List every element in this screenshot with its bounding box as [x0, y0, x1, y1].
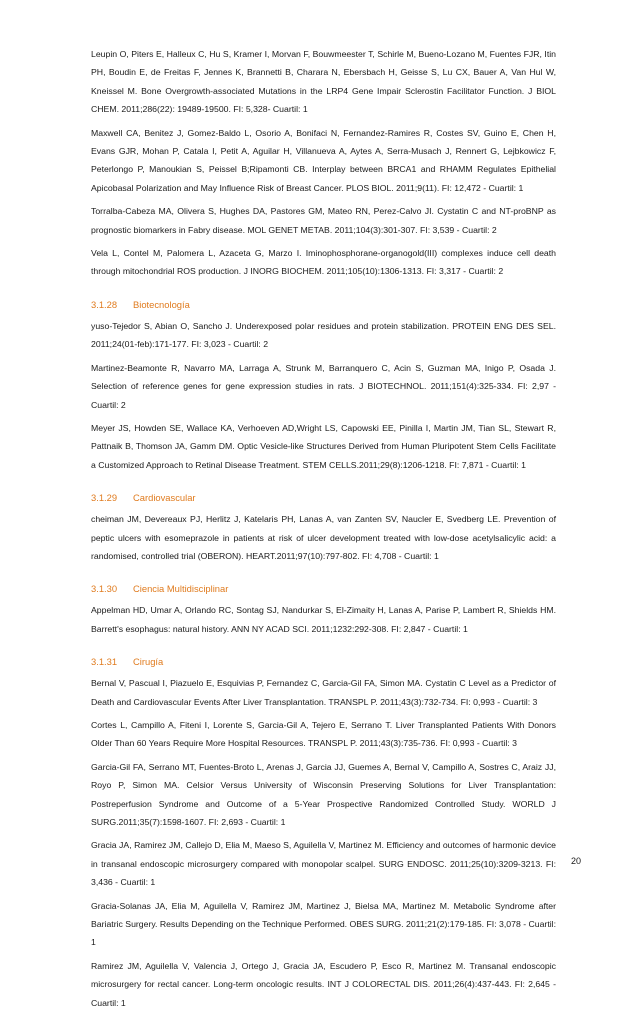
section-heading [91, 296, 556, 314]
page-number: 20 [571, 856, 582, 866]
section-title: Ciencia Multidisciplinar [133, 583, 229, 595]
reference-entry: Garcia-Gil FA, Serrano MT, Fuentes-Broto L, Arenas J, Garcia JJ, Guemes A, Bernal V, Campillo A, Sostres C, Araiz JJ, Royo P, Simon MA. Celsior Versus University of Wisconsin Preserving Solutions for Liver Transplantation: Postreperfusion Syndrome and Outcome of a 5-Year Prospective Randomized Controlled Study. WORLD J SURG.2011;35(7):1598-1607. FI: 2,693 - Cuartil: 1 [91, 761, 556, 827]
intro-references [91, 45, 556, 281]
reference-entry: Vela L, Contel M, Palomera L, Azaceta G, Marzo I. Iminophosphorane-organogold(III) complexes induce cell death through mitochondrial ROS production. J INORG BIOCHEM. 2011;105(10):1306-1313. FI: 3,317 - Cuartil: 2 [91, 248, 556, 277]
section-heading [91, 489, 556, 507]
section-number: 3.1.29 [91, 492, 118, 504]
reference-entry: Gracia-Solanas JA, Elia M, Aguilella V, Ramirez JM, Martinez J, Bielsa MA, Martinez M. Metabolic Syndrome after Bariatric Surgery. Results Depending on the Technique Performed. OBES SURG. 2011;21(2):179-185. FI: 3,078 - Cuartil: 1 [91, 900, 557, 948]
section-number: 3.1.31 [91, 656, 118, 668]
reference-entry: Torralba-Cabeza MA, Olivera S, Hughes DA, Pastores GM, Mateo RN, Perez-Calvo JI. Cystatin C and NT-proBNP as prognostic biomarkers in Fabry disease. MOL GENET METAB. 2011;104(3):301-307. FI: 3,539 - Cuartil: 2 [91, 206, 556, 235]
section-cardiovascular [91, 489, 556, 565]
reference-entry: Martinez-Beamonte R, Navarro MA, Larraga A, Strunk M, Barranquero C, Acin S, Guzman MA, Inigo P, Osada J. Selection of reference genes for gene expression studies in rats. J BIOTECHNOL. 2011;151(4):325-334. FI: 2,97 - Cuartil: 2 [91, 362, 556, 410]
reference-entry: Cortes L, Campillo A, Fiteni I, Lorente S, Garcia-Gil A, Tejero E, Serrano T. Liver Transplanted Patients With Donors Older Than 60 Years Require More Hospital Resources. TRANSPL P. 2011;43(3):735-736. FI: 0,993 - Cuartil: 3 [91, 719, 556, 749]
reference-entry: Meyer JS, Howden SE, Wallace KA, Verhoeven AD,Wright LS, Capowski EE, Pinilla I, Martin JM, Tian SL, Stewart R, Pattnaik B, Thomson JA, Gamm DM. Optic Vesicle-like Structures Derived from Human Pluripotent Stem Cells Facilitate a Customized Approach to Retinal Disease Treatment. STEM CELLS.2011;29(8):1206-1218. FI: 7,871 - Cuartil: 1 [91, 422, 556, 470]
section-cirugia [91, 653, 556, 1012]
reference-entry: Gracia JA, Ramirez JM, Callejo D, Elia M, Maeso S, Aguilella V, Martinez M. Efficiency and outcomes of harmonic device in transanal endoscopic microsurgery compared with monopolar scalpel. SURG ENDOSC. 2011;25(10):3209-3213. FI: 3,436 - Cuartil: 1 [91, 840, 556, 888]
reference-entry: Ramirez JM, Aguilella V, Valencia J, Ortego J, Gracia JA, Escudero P, Esco R, Martinez M. Transanal endoscopic microsurgery for rectal cancer. Long-term oncologic results. INT J COLORECTAL DIS. 2011;26(4):437-443. FI: 2,645 - Cuartil: 1 [91, 960, 556, 1008]
section-number: 3.1.30 [91, 583, 118, 595]
section-heading [91, 653, 556, 671]
section-number: 3.1.28 [91, 298, 118, 310]
section-ciencia-multidisciplinar [91, 580, 556, 638]
section-title: Cirugía [133, 656, 164, 668]
section-title: Biotecnología [133, 298, 190, 310]
reference-entry: Leupin O, Piters E, Halleux C, Hu S, Kramer I, Morvan F, Bouwmeester T, Schirle M, Bueno-Lozano M, Fuentes FJR, Itin PH, Boudin E, de Freitas F, Jennes K, Brannetti B, Charara N, Ebersbach H, Geisse S, Lu CX, Bauer A, Van Hul W, Kneissel M. Bone Overgrowth-associated Mutations in the LRP4 Gene Impair Sclerostin Facilitator Function. J BIOL CHEM. 2011;286(22): 19489-19500. FI: 5,328- Cuartil: 1 [91, 49, 556, 115]
section-heading [91, 580, 556, 598]
section-title: Cardiovascular [133, 492, 196, 504]
section-biotecnologia [91, 296, 556, 474]
reference-entry: cheiman JM, Devereaux PJ, Herlitz J, Katelaris PH, Lanas A, van Zanten SV, Naucler E, Svedberg LE. Prevention of peptic ulcers with esomeprazole in patients at risk of ulcer development treated with low-dose acetylsalicylic acid: a randomised, controlled trial (OBERON). HEART.2011;97(10):797-802. FI: 4,708 - Cuartil: 1 [91, 514, 556, 561]
reference-entry: Appelman HD, Umar A, Orlando RC, Sontag SJ, Nandurkar S, El-Zimaity H, Lanas A, Parise P, Lambert R, Shields HM. Barrett's esophagus: natural history. ANN NY ACAD SCI. 2011;1232:292-308. FI: 2,847 - Cuartil: 1 [91, 605, 556, 634]
reference-entry: Maxwell CA, Benitez J, Gomez-Baldo L, Osorio A, Bonifaci N, Fernandez-Ramires R, Costes SV, Guino E, Chen H, Evans GJR, Mohan P, Catala I, Petit A, Aguilar H, Villanueva A, Aytes A, Serra-Musach J, Rennert G, Lejbkowicz F, Peterlongo P, Manoukian S, Peissel B;Ripamonti CB. Interplay between BRCA1 and RHAMM Regulates Epithelial Apicobasal Polarization and May Influence Risk of Breast Cancer. PLOS BIOL. 2011;9(11). FI: 12,472 - Cuartil: 1 [91, 127, 556, 193]
reference-entry: yuso-Tejedor S, Abian O, Sancho J. Underexposed polar residues and protein stabilization. PROTEIN ENG DES SEL. 2011;24(01-feb):171-177. FI: 3,023 - Cuartil: 2 [91, 320, 556, 350]
reference-entry: Bernal V, Pascual I, Piazuelo E, Esquivias P, Fernandez C, Garcia-Gil FA, Simon MA. Cystatin C Level as a Predictor of Death and Cardiovascular Events After Liver Transplantation. TRANSPL P. 2011;43(3):732-734. FI: 0,993 - Cuartil: 3 [91, 678, 556, 707]
